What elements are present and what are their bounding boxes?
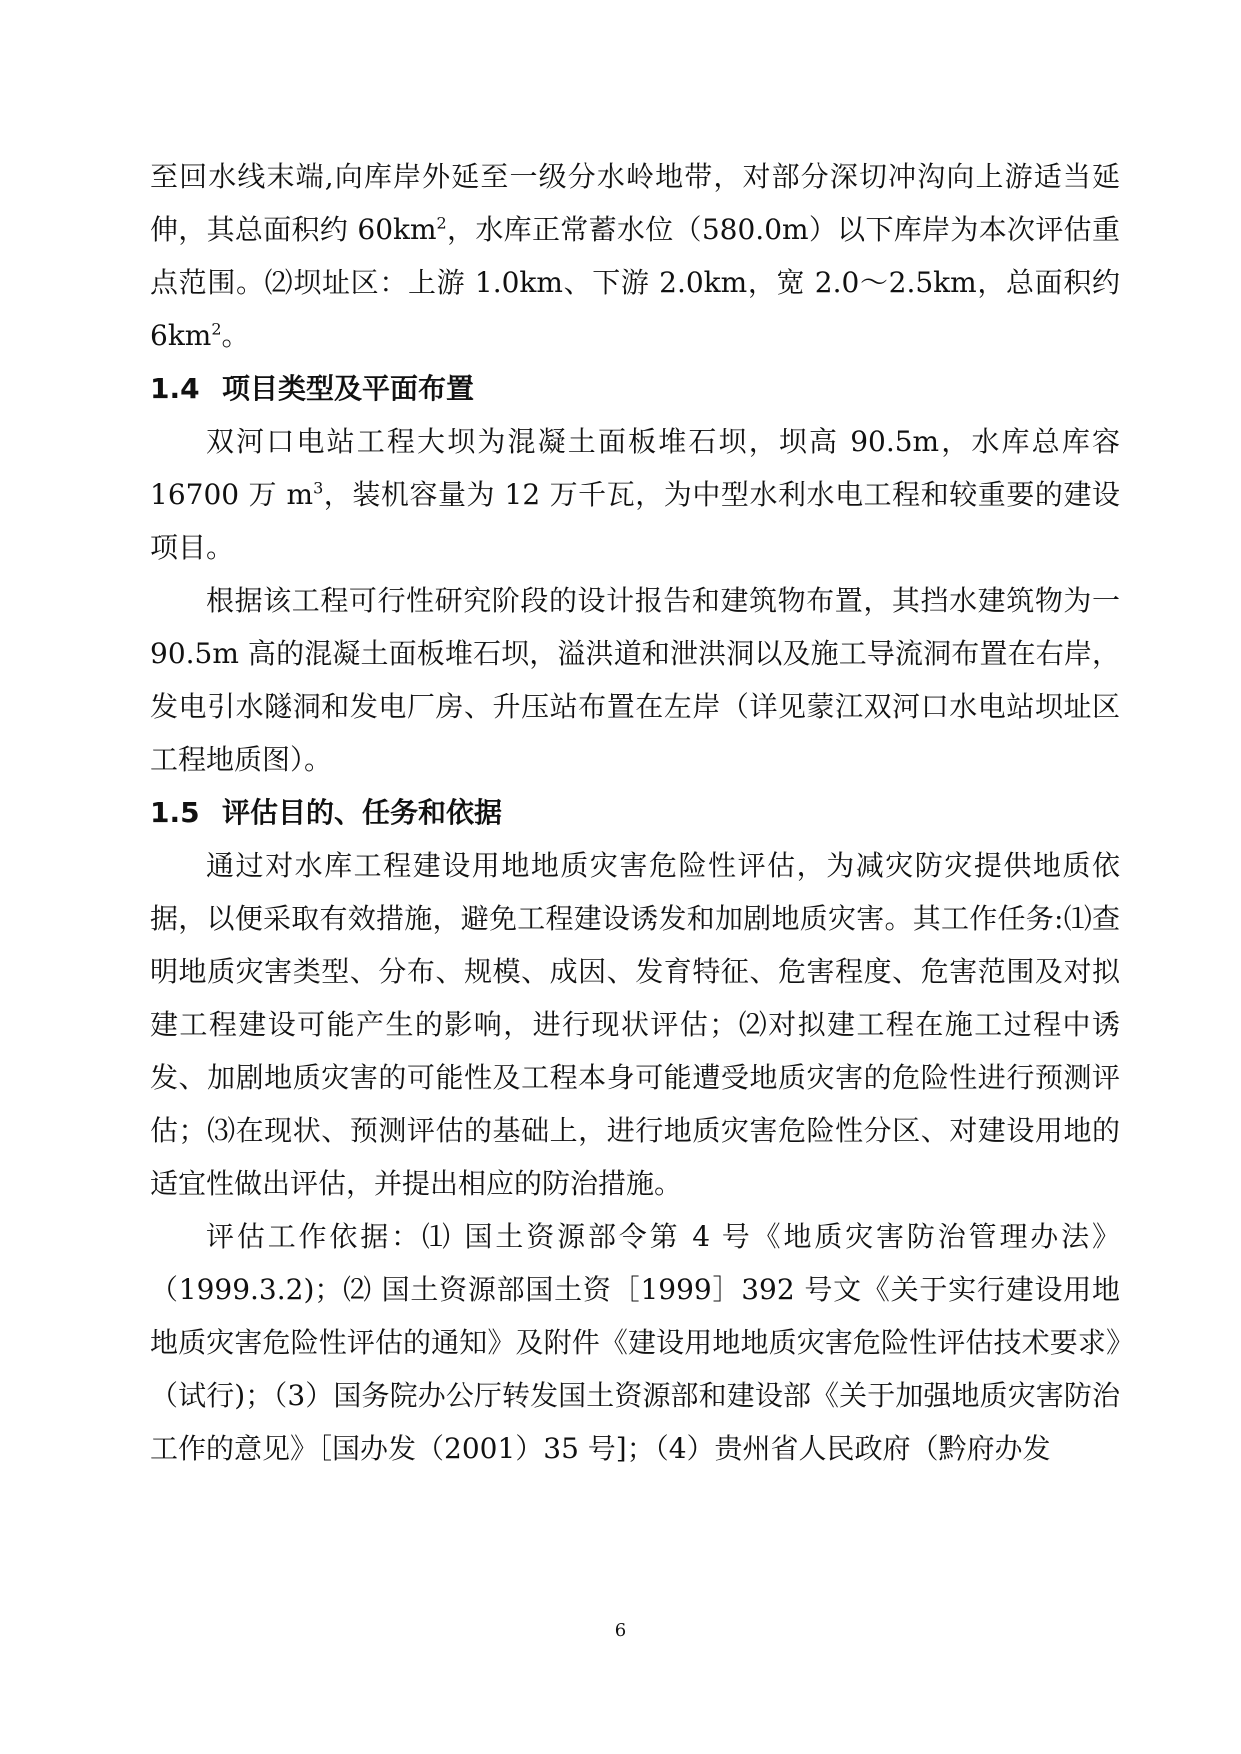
section-title: 项目类型及平面布置 — [222, 372, 475, 405]
section-number: 1.5 — [150, 796, 200, 829]
paragraph-text: 。 — [221, 319, 250, 352]
page-content — [150, 150, 1120, 1475]
superscript: 2 — [211, 319, 222, 339]
paragraph-project-type — [150, 415, 1120, 574]
paragraph-text: ，装机容量为 12 万千瓦，为中型水利水电工程和较重要的建设项目。 — [150, 478, 1120, 564]
section-heading-1-4 — [150, 362, 1120, 415]
superscript: 3 — [313, 478, 324, 498]
paragraph-text: 至回水线末端,向库岸外延至一级分水岭地带，对部分深切冲沟向上游适当延伸，其总面积约 60km — [150, 160, 1120, 246]
paragraph-layout: 根据该工程可行性研究阶段的设计报告和建筑物布置，其挡水建筑物为一 90.5m 高的混凝土面板堆石坝，溢洪道和泄洪洞以及施工导流洞布置在右岸，发电引水隧洞和发电厂房、升压站布置在左岸（详见蒙江双河口水电站坝址区工程地质图）。 — [150, 584, 1120, 776]
paragraph-scope — [150, 150, 1120, 362]
superscript: 2 — [436, 213, 447, 233]
section-heading-1-5 — [150, 786, 1120, 839]
page-number: 6 — [614, 1620, 627, 1641]
paragraph-text: 双河口电站工程大坝为混凝土面板堆石坝，坝高 90.5m，水库总库容 16700 万 m — [150, 425, 1120, 511]
paragraph-text: ，水库正常蓄水位（580.0m）以下库岸为本次评估重点范围。⑵坝址区：上游 1.0km、下游 2.0km，宽 2.0～2.5km，总面积约 6km — [150, 213, 1120, 352]
paragraph-basis: 评估工作依据：⑴ 国土资源部令第 4 号《地质灾害防治管理办法》（1999.3.2)；⑵ 国土资源部国土资［1999］392 号文《关于实行建设用地地质灾害危险性评估的通知》及附件《建设用地地质灾害危险性评估技术要求》（试行)；（3）国务院办公厅转发国土资源部和建设部《关于加强地质灾害防治工作的意见》［国办发（2001）35 号]；（4）贵州省人民政府（黔府办发 — [150, 1220, 1120, 1465]
paragraph-purpose: 通过对水库工程建设用地地质灾害危险性评估，为减灾防灾提供地质依据，以便采取有效措施，避免工程建设诱发和加剧地质灾害。其工作任务:⑴查明地质灾害类型、分布、规模、成因、发育特征、危害程度、危害范围及对拟建工程建设可能产生的影响，进行现状评估；⑵对拟建工程在施工过程中诱发、加剧地质灾害的可能性及工程本身可能遭受地质灾害的危险性进行预测评估；⑶在现状、预测评估的基础上，进行地质灾害危险性分区、对建设用地的适宜性做出评估，并提出相应的防治措施。 — [150, 849, 1120, 1200]
section-title: 评估目的、任务和依据 — [222, 796, 503, 829]
section-number: 1.4 — [150, 372, 200, 405]
